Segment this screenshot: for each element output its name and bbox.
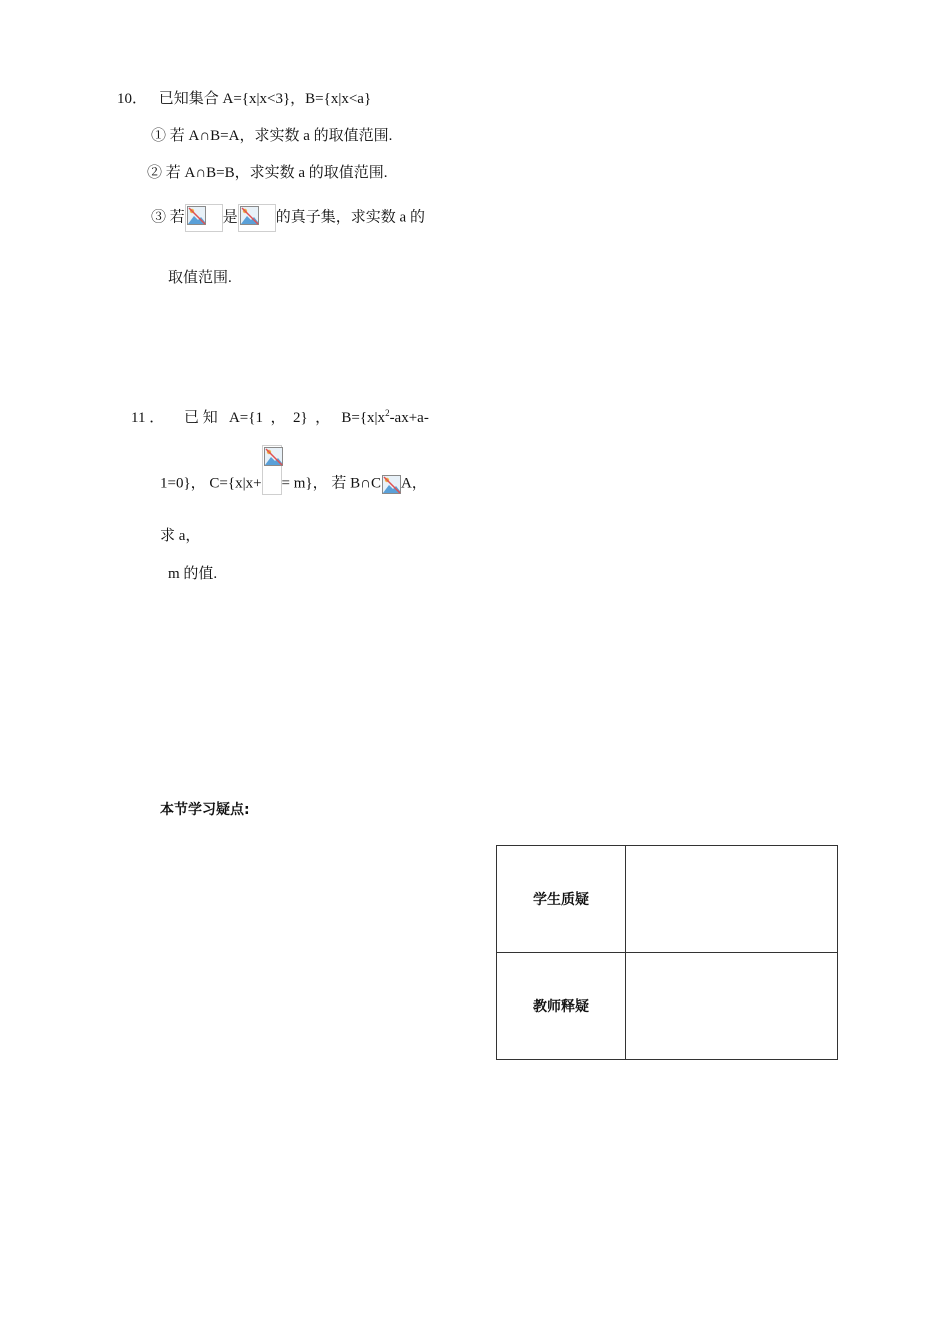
- table-row: [497, 953, 838, 1060]
- q10-part3-continued: 取值范围.: [168, 270, 232, 286]
- doubts-heading: 本节学习疑点:: [160, 802, 250, 818]
- broken-image-icon: [185, 204, 223, 232]
- q11-line2-a: 1=0}， C={x|x+: [160, 475, 262, 492]
- q11-exponent: 2: [385, 408, 390, 418]
- student-question-cell[interactable]: [626, 846, 838, 953]
- doubts-table: [496, 845, 838, 1060]
- q10-part3-mid: 是: [222, 209, 238, 226]
- broken-image-icon: [262, 445, 282, 495]
- q10-part3-suffix: 的真子集，求实数 a 的: [275, 209, 425, 226]
- q10-part3-prefix: ③ 若: [151, 209, 185, 226]
- q10-stem: 已知集合 A={x|x<3}，B={x|x<a}: [158, 91, 372, 107]
- q10-part3: [151, 204, 425, 232]
- q11-line2-c: A，: [400, 475, 427, 492]
- q11-line1-tail: -ax+a-: [389, 410, 429, 426]
- q10-number: 10．: [117, 91, 148, 107]
- teacher-answer-cell[interactable]: [626, 953, 838, 1060]
- teacher-answer-label: 教师释疑: [497, 953, 626, 1060]
- table-row: [497, 846, 838, 953]
- q11-line1: [131, 404, 429, 427]
- q10-stem-line: [117, 90, 371, 108]
- q11-line2: [160, 474, 427, 495]
- q11-line4: m 的值.: [168, 566, 218, 582]
- student-question-label: 学生质疑: [497, 846, 626, 953]
- q10-part2: ② 若 A∩B=B，求实数 a 的取值范围.: [147, 165, 388, 181]
- broken-image-icon: [238, 204, 276, 232]
- q10-part1: ① 若 A∩B=A，求实数 a 的取值范围.: [151, 128, 393, 144]
- q11-number: 11 ．: [131, 410, 165, 426]
- q11-line1-text: 已 知 A={1 ， 2} ， B={x|x: [183, 410, 386, 426]
- q11-line2-b: = m}， 若 B∩C: [281, 475, 381, 492]
- q11-line3: 求 a，: [160, 528, 201, 544]
- broken-image-icon: [381, 474, 401, 494]
